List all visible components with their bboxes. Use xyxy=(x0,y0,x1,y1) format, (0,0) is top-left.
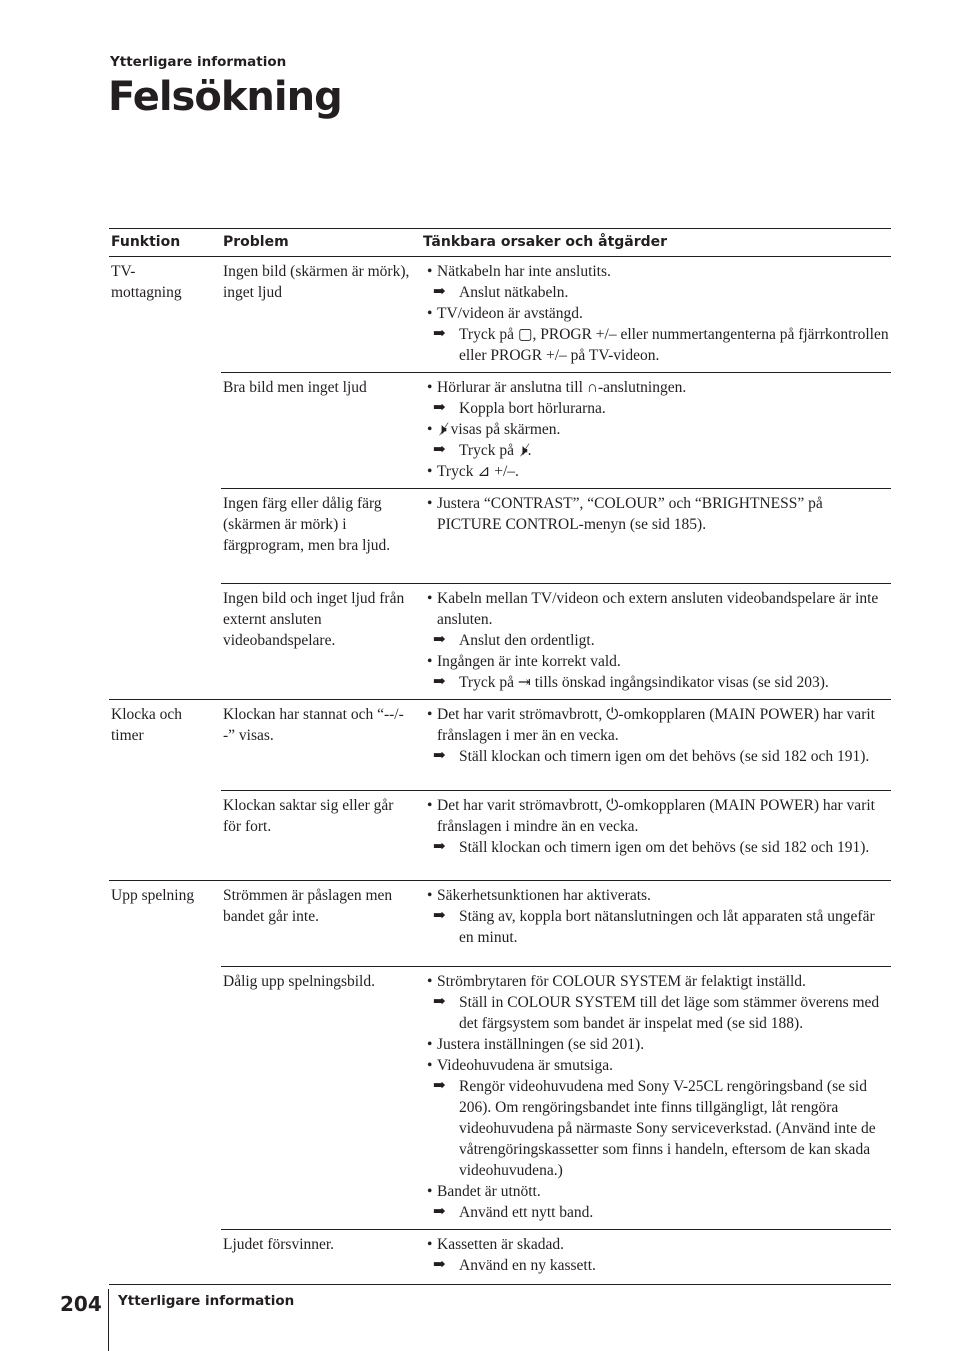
table-header xyxy=(109,228,891,257)
remedy-text: Ställ klockan och timern igen om det behövs (se sid 182 och 191). xyxy=(459,748,870,765)
cause-text: Strömbrytaren för COLOUR SYSTEM är felaktigt inställd. xyxy=(437,973,806,990)
causes-cell xyxy=(423,257,891,372)
arrow-right-icon: ➡ xyxy=(433,908,446,924)
troubleshooting-table xyxy=(109,228,891,1285)
causes-cell xyxy=(423,584,891,699)
cause-item xyxy=(423,704,891,746)
cause-item xyxy=(423,493,891,535)
remedy-text: Tryck på 🕨̸. xyxy=(459,442,532,459)
remedy-item xyxy=(423,1076,891,1181)
table-row xyxy=(221,881,891,966)
bullet-icon: • xyxy=(427,973,433,990)
cause-text: TV/videon är avstängd. xyxy=(437,305,583,322)
table-group xyxy=(109,700,891,881)
causes-cell xyxy=(423,881,891,954)
bullet-icon: • xyxy=(427,263,433,280)
arrow-right-icon: ➡ xyxy=(433,284,446,300)
cause-item xyxy=(423,1034,891,1055)
problem-cell: Ingen bild och inget ljud från externt ansluten videobandspelare. xyxy=(223,590,405,649)
problem-cell: Ljudet försvinner. xyxy=(223,1236,335,1253)
causes-cell xyxy=(423,967,891,1229)
remedy-item xyxy=(423,992,891,1034)
table-row xyxy=(221,488,891,583)
remedy-text: Använd en ny kassett. xyxy=(459,1257,596,1274)
page-title: Felsökning xyxy=(108,74,342,120)
remedy-text: Anslut den ordentligt. xyxy=(459,632,595,649)
problem-cell: Klockan har stannat och “--/--” visas. xyxy=(223,706,404,744)
cause-item xyxy=(423,885,891,906)
bullet-icon: • xyxy=(427,495,433,512)
cause-text: Videohuvudena är smutsiga. xyxy=(437,1057,613,1074)
remedy-item xyxy=(423,1202,891,1223)
cause-text: Justera inställningen (se sid 201). xyxy=(437,1036,645,1053)
remedy-item xyxy=(423,398,891,419)
table-row xyxy=(221,257,891,372)
remedy-text: Tryck på ⇥ tills önskad ingångsindikator visas (se sid 203). xyxy=(459,674,829,691)
problem-cell: Ingen bild (skärmen är mörk), inget ljud xyxy=(223,263,410,301)
table-row xyxy=(221,700,891,790)
footer-divider xyxy=(108,1289,109,1351)
remedy-item xyxy=(423,672,891,693)
cause-text: Hörlurar är anslutna till ∩-anslutningen. xyxy=(437,379,687,396)
table-row xyxy=(221,372,891,488)
remedy-text: Tryck på ▢, PROGR +/– eller nummertangenterna på fjärrkontrollen eller PROGR +/– på TV-videon. xyxy=(459,326,889,364)
arrow-right-icon: ➡ xyxy=(433,1257,446,1273)
cause-text: Ingången är inte korrekt vald. xyxy=(437,653,621,670)
cause-item xyxy=(423,588,891,630)
cause-text: Tryck ⊿ +/–. xyxy=(437,463,519,480)
arrow-right-icon: ➡ xyxy=(433,994,446,1010)
function-cell: Klocka och timer xyxy=(111,706,183,744)
causes-cell xyxy=(423,1230,891,1282)
column-header-function: Funktion xyxy=(111,234,181,250)
arrow-right-icon: ➡ xyxy=(433,1204,446,1220)
bullet-icon: • xyxy=(427,1236,433,1253)
table-group xyxy=(109,881,891,1285)
problem-cell: Strömmen är påslagen men bandet går inte. xyxy=(223,887,393,925)
cause-text: 🕨̸ visas på skärmen. xyxy=(437,421,561,438)
bullet-icon: • xyxy=(427,1183,433,1200)
cause-item xyxy=(423,377,891,398)
problem-cell: Bra bild men inget ljud xyxy=(223,379,367,396)
bullet-icon: • xyxy=(427,421,433,438)
bullet-icon: • xyxy=(427,379,433,396)
cause-item xyxy=(423,261,891,282)
causes-cell xyxy=(423,791,891,864)
cause-item xyxy=(423,971,891,992)
arrow-right-icon: ➡ xyxy=(433,839,446,855)
bullet-icon: • xyxy=(427,590,433,607)
remedy-text: Anslut nätkabeln. xyxy=(459,284,569,301)
remedy-item xyxy=(423,1255,891,1276)
remedy-item xyxy=(423,324,891,366)
function-cell: TV- mottagning xyxy=(111,263,182,301)
cause-item xyxy=(423,651,891,672)
arrow-right-icon: ➡ xyxy=(433,326,446,342)
arrow-right-icon: ➡ xyxy=(433,400,446,416)
remedy-text: Koppla bort hörlurarna. xyxy=(459,400,606,417)
bullet-icon: • xyxy=(427,797,433,814)
cause-text: Kabeln mellan TV/videon och extern ansluten videobandspelare är inte ansluten. xyxy=(437,590,879,628)
remedy-text: Ställ klockan och timern igen om det behövs (se sid 182 och 191). xyxy=(459,839,870,856)
remedy-item xyxy=(423,282,891,303)
table-row xyxy=(221,1229,891,1284)
cause-item xyxy=(423,303,891,324)
cause-item xyxy=(423,1234,891,1255)
bullet-icon: • xyxy=(427,463,433,480)
table-row xyxy=(221,583,891,699)
remedy-item xyxy=(423,837,891,858)
bullet-icon: • xyxy=(427,1036,433,1053)
bullet-icon: • xyxy=(427,305,433,322)
remedy-text: Använd ett nytt band. xyxy=(459,1204,594,1221)
problem-cell: Dålig upp spelningsbild. xyxy=(223,973,375,990)
footer-label: Ytterligare information xyxy=(118,1293,295,1309)
column-header-problem: Problem xyxy=(223,234,289,250)
bullet-icon: • xyxy=(427,887,433,904)
remedy-text: Rengör videohuvudena med Sony V-25CL rengöringsband (se sid 206). Om rengöringsbandet inte finns tillgängligt, låt rengöra videohuvudena på närmaste Sony serviceverkstad. (Använd inte de våtrengöringskassetter som finns i handeln, eftersom de kan skada videohuvudena.) xyxy=(459,1078,876,1179)
cause-text: Säkerhetsunktionen har aktiverats. xyxy=(437,887,651,904)
bullet-icon: • xyxy=(427,653,433,670)
arrow-right-icon: ➡ xyxy=(433,674,446,690)
table-group xyxy=(109,257,891,700)
cause-item xyxy=(423,419,891,440)
cause-item xyxy=(423,461,891,482)
column-header-causes: Tänkbara orsaker och åtgärder xyxy=(423,234,668,250)
cause-item xyxy=(423,1055,891,1076)
page-number: 204 xyxy=(60,1292,102,1316)
cause-text: Det har varit strömavbrott, ⏻-omkopplaren (MAIN POWER) har varit frånslagen i mer än en vecka. xyxy=(437,706,875,744)
bullet-icon: • xyxy=(427,706,433,723)
remedy-text: Stäng av, koppla bort nätanslutningen och låt apparaten stå ungefär en minut. xyxy=(459,908,875,946)
cause-text: Nätkabeln har inte anslutits. xyxy=(437,263,611,280)
cause-text: Kassetten är skadad. xyxy=(437,1236,564,1253)
section-label: Ytterligare information xyxy=(110,54,287,70)
table-row xyxy=(221,790,891,880)
arrow-right-icon: ➡ xyxy=(433,1078,446,1094)
remedy-item xyxy=(423,440,891,461)
remedy-text: Ställ in COLOUR SYSTEM till det läge som stämmer överens med det färgsystem som bandet är inspelat med (se sid 188). xyxy=(459,994,880,1032)
table-row xyxy=(221,966,891,1229)
arrow-right-icon: ➡ xyxy=(433,442,446,458)
cause-text: Det har varit strömavbrott, ⏻-omkopplaren (MAIN POWER) har varit frånslagen i mindre än en vecka. xyxy=(437,797,875,835)
causes-cell xyxy=(423,700,891,773)
cause-item xyxy=(423,1181,891,1202)
causes-cell xyxy=(423,373,891,488)
cause-text: Justera “CONTRAST”, “COLOUR” och “BRIGHTNESS” på PICTURE CONTROL-menyn (se sid 185). xyxy=(437,495,823,533)
remedy-item xyxy=(423,630,891,651)
arrow-right-icon: ➡ xyxy=(433,632,446,648)
arrow-right-icon: ➡ xyxy=(433,748,446,764)
remedy-item xyxy=(423,746,891,767)
bullet-icon: • xyxy=(427,1057,433,1074)
causes-cell xyxy=(423,489,891,541)
problem-cell: Klockan saktar sig eller går för fort. xyxy=(223,797,394,835)
table-body xyxy=(109,257,891,1285)
cause-text: Bandet är utnött. xyxy=(437,1183,541,1200)
function-cell: Upp spelning xyxy=(111,887,195,904)
remedy-item xyxy=(423,906,891,948)
problem-cell: Ingen färg eller dålig färg (skärmen är mörk) i färgprogram, men bra ljud. xyxy=(223,495,391,554)
cause-item xyxy=(423,795,891,837)
